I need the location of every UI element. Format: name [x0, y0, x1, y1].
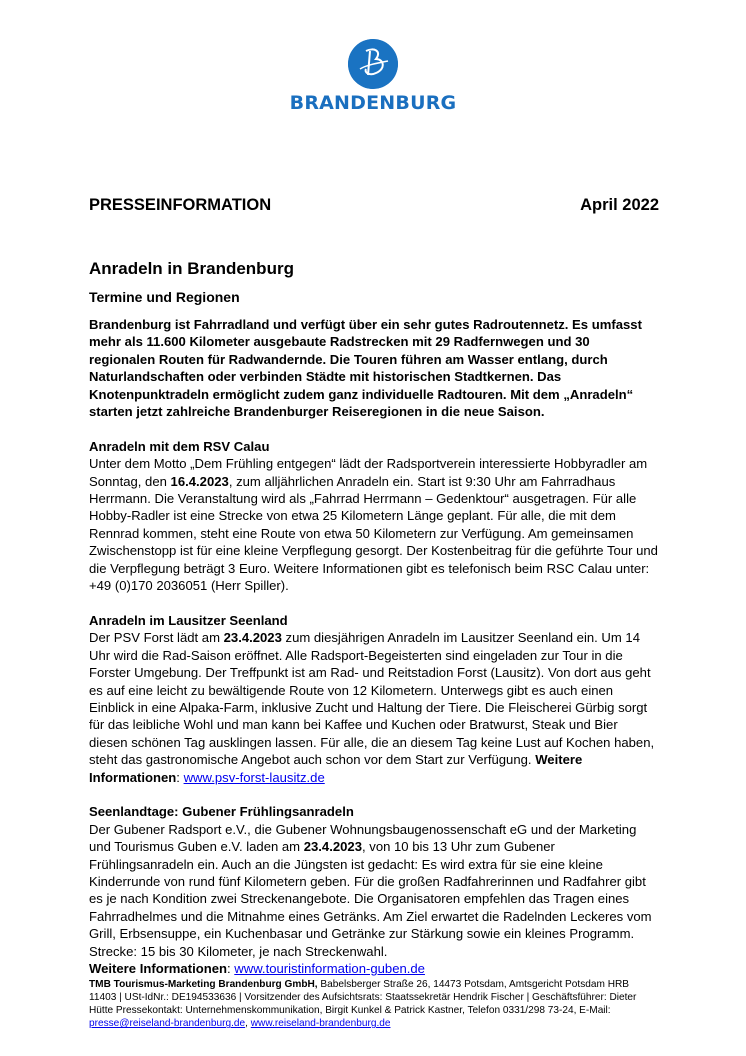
section-rsv-calau	[89, 438, 659, 595]
page-subtitle: Termine und Regionen	[89, 289, 240, 305]
section-text: Der Gubener Radsport e.V., die Gubener Wohnungsbaugenossenschaft eG und der Marketing und Tourismus Guben e.V. laden am 23.4.2023, von 10 bis 13 Uhr zum Gubener Frühlingsanradeln ein. Auch an die Jüngsten ist gedacht: Es wird extra für sie eine kleine Kinderrunde von rund fünf Kilometern geben. Für die großen Radfahrerinnen und Radfahrer gibt es je nach Kondition zwei Streckenangebote. Die Organisatoren empfehlen das Tragen eines Fahrradhelmes und die Mitnahme eines Getränks. Am Ziel erwartet die Radelnden Leckeres vom Grill, Erbsensuppe, ein Kuchenbasar und Getränke zur Stärkung sowie ein kleines Programm. Strecke: 15 bis 30 Kilometer, je nach Streckenwahl. Weitere Informationen: www.touristinformation-guben.de	[89, 821, 652, 976]
more-info-label: Weitere Informationen	[89, 960, 227, 976]
document-header	[89, 196, 659, 215]
section-heading: Anradeln im Lausitzer Seenland	[89, 612, 288, 628]
header-label: PRESSEINFORMATION	[89, 196, 272, 214]
brandenburg-logo	[0, 39, 746, 114]
page-title: Anradeln in Brandenburg	[89, 259, 294, 278]
section-gubener-anradeln	[89, 803, 659, 977]
document-body	[89, 316, 659, 977]
lead-paragraph: Brandenburg ist Fahrradland und verfügt über ein sehr gutes Radroutennetz. Es umfasst mehr als 11.600 Kilometer ausgebaute Radstrecken mit 29 Radfernwegen und 30 regionalen Routen für Radwandernde. Die Touren führen am Wasser entlang, durch Naturlandschaften oder verbinden Städte mit historischen Stadtkernen. Das Knotenpunktradeln ermöglicht zudem ganz individuelle Radtouren. Mit dem „Anradeln“ starten jetzt zahlreiche Brandenburger Reiseregionen in die neue Saison.	[89, 317, 642, 420]
header-date: April 2022	[580, 196, 659, 214]
psv-forst-link[interactable]: www.psv-forst-lausitz.de	[183, 769, 325, 785]
event-date: 23.4.2023	[223, 630, 282, 646]
section-heading: Anradeln mit dem RSV Calau	[89, 438, 270, 454]
website-link[interactable]: www.reiseland-brandenburg.de	[250, 1018, 391, 1030]
logo-wordmark: BRANDENBURG	[289, 92, 457, 114]
event-date: 23.4.2023	[303, 839, 362, 855]
event-date: 16.4.2023	[170, 473, 229, 489]
document-footer: TMB Tourismus-Marketing Brandenburg GmbH, Babelsberger Straße 26, 14473 Potsdam, Amtsgericht Potsdam HRB 11403 | USt-IdNr.: DE194533636 | Vorsitzender des Aufsichtsrats: Staatssekretär Hendrik Fischer | Geschäftsführer: Dieter Hütte Pressekontakt: Unternehmenskommunikation, Birgit Kunkel & Patrick Kastner, Telefon 0331/298 73-24, E-Mail: presse@reiseland-brandenburg.de, www.reiseland-brandenburg.de	[89, 979, 637, 1030]
section-text: Der PSV Forst lädt am 23.4.2023 zum diesjährigen Anradeln im Lausitzer Seenland ein. Um 14 Uhr wird die Rad-Saison eröffnet. Alle Radsport-Begeisterten sind eingeladen zur Tour in die Forster Umgebung. Der Treffpunkt ist am Rad- und Reitstadion Forst (Lausitz). Von dort aus geht es auf eine leicht zu bewältigende Route von 12 Kilometern. Unterwegs gibt es auch einen Einblick in eine Alpaka-Farm, inklusive Zucht und Haltung der Tiere. Die Fleischerei Gürbig sorgt für das leibliche Wohl und man kann bei Kaffee und Kuchen oder Bratwurst, Steak und Bier diesen schönen Tag ausklingen lassen. Für alle, die an diesem Tag keine Lust auf Kochen haben, steht das gastronomische Angebot auch schon vor dem Start zur Verfügung. Weitere Informationen: www.psv-forst-lausitz.de	[89, 630, 655, 785]
more-info-label: Weitere Informationen	[89, 752, 583, 785]
section-lausitzer-seenland	[89, 612, 659, 786]
section-heading: Seenlandtage: Gubener Frühlingsanradeln	[89, 804, 354, 820]
press-email-link[interactable]: presse@reiseland-brandenburg.de	[89, 1018, 246, 1030]
section-text: Unter dem Motto „Dem Frühling entgegen“ lädt der Radsportverein interessierte Hobbyradler am Sonntag, den 16.4.2023, zum alljährlichen Anradeln ein. Start ist 9:30 Uhr am Fahrradhaus Herrmann. Die Veranstaltung wird als „Fahrrad Herrmann – Gedenktour“ ausgetragen. Für alle Hobby-Radler ist eine Strecke von etwa 25 Kilometern Länge geplant. Für alle, die mit dem Rennrad kommen, steht eine Route von etwa 50 Kilometern zur Verfügung. Am gemeinsamen Zwischenstopp ist für eine kleine Verpflegung gesorgt. Der Kostenbeitrag für die geführte Tour und die Verpflegung beträgt 3 Euro. Weitere Informationen gibt es telefonisch beim RSC Calau unter: +49 (0)170 2036051 (Herr Spiller).	[89, 456, 658, 594]
brandenburg-b-emblem-icon	[348, 39, 398, 89]
touristinfo-guben-link[interactable]: www.touristinformation-guben.de	[234, 960, 425, 976]
footer-company: TMB Tourismus-Marketing Brandenburg GmbH,	[89, 979, 318, 990]
